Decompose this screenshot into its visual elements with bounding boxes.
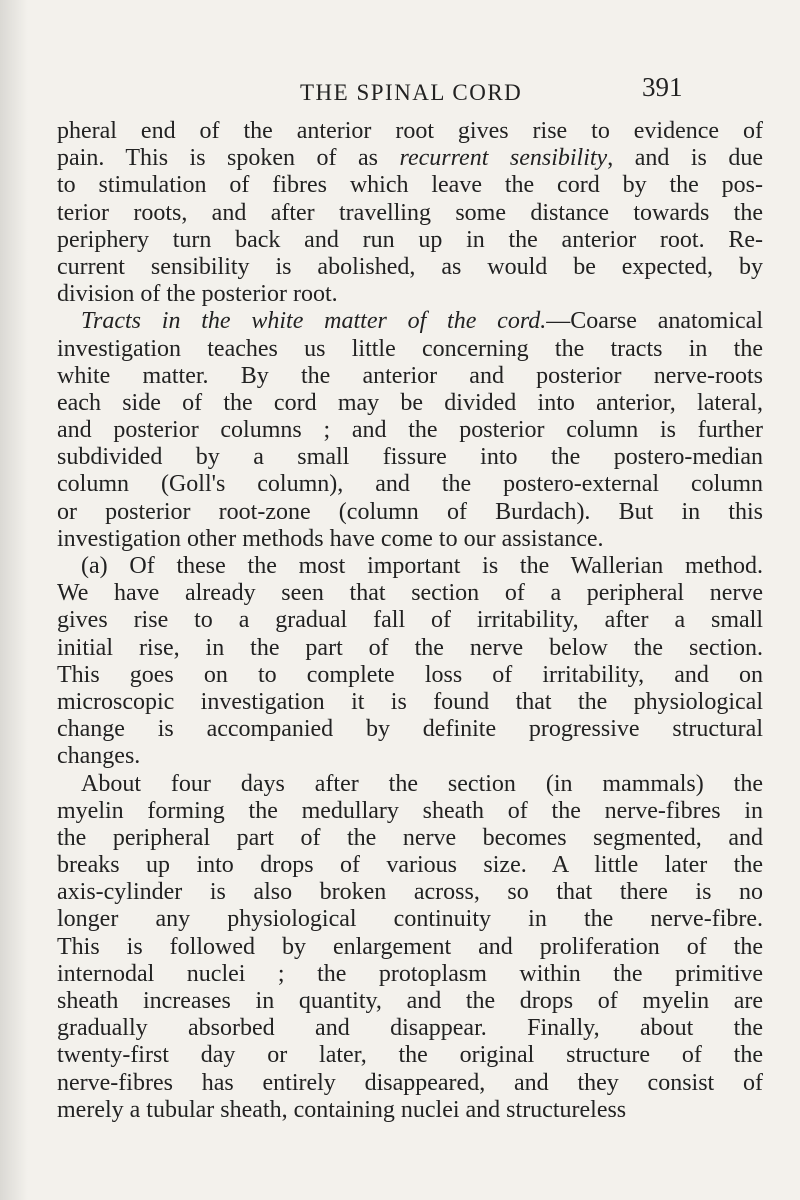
text-line: subdivided by a small fissure into the postero-median [57, 444, 763, 471]
text-line: changes. [57, 743, 141, 770]
page-edge-shadow [0, 0, 28, 1200]
text-line: breaks up into drops of various size. A little later the [57, 852, 763, 879]
text-line: twenty-first day or later, the original structure of the [57, 1042, 763, 1069]
text-line: pain. This is spoken of as recurrent sensibility, and is due [57, 145, 764, 172]
page-number: 391 [642, 72, 683, 102]
text-line: This goes on to complete loss of irritability, and on [57, 661, 763, 688]
text-line: Tracts in the white matter of the cord.—Coarse anatomical [81, 308, 763, 335]
text-line: terior roots, and after travelling some distance towards the [57, 199, 763, 226]
text-line: We have already seen that section of a peripheral nerve [57, 580, 763, 607]
italic-phrase: recurrent sensibility [399, 145, 608, 172]
text-line: to stimulation of fibres which leave the cord by the pos- [57, 172, 763, 199]
text-line: investigation other methods have come to our assistance. [57, 525, 604, 552]
text-line: nerve-fibres has entirely disappeared, and they consist of [57, 1069, 763, 1096]
text-line: myelin forming the medullary sheath of the nerve-fibres in [57, 797, 763, 824]
text-line: investigation teaches us little concerning the tracts in the [57, 335, 763, 362]
text-line: sheath increases in quantity, and the drops of myelin are [57, 988, 763, 1014]
text-line: current sensibility is abolished, as would be expected, by [57, 253, 763, 280]
text-line: axis-cylinder is also broken across, so that there is no [57, 879, 763, 906]
body-text [57, 118, 763, 1124]
text-line: white matter. By the anterior and posterior nerve-roots [57, 362, 763, 389]
text-line: or posterior root-zone (column of Burdach). But in this [57, 498, 763, 525]
text-line: microscopic investigation it is found that the physiological [57, 688, 763, 715]
italic-phrase: Tracts in the white matter of the cord. [81, 308, 547, 335]
text-line: merely a tubular sheath, containing nuclei and structureless [57, 1096, 627, 1123]
text-line: column (Goll's column), and the postero-external column [57, 471, 763, 498]
text-line: change is accompanied by definite progressive structural [57, 716, 763, 743]
text-line: internodal nuclei ; the protoplasm within the primitive [57, 960, 763, 987]
text-line: initial rise, in the part of the nerve below the section. [57, 634, 763, 661]
text-line: (a) Of these the most important is the Wallerian method. [81, 553, 763, 579]
text-line: division of the posterior root. [57, 281, 338, 308]
running-head: THE SPINAL CORD [300, 80, 523, 105]
text-line: and posterior columns ; and the posterior column is further [57, 417, 763, 444]
text-line: About four days after the section (in mammals) the [81, 770, 763, 797]
text-line: each side of the cord may be divided into anterior, lateral, [57, 389, 763, 416]
text-line: pheral end of the anterior root gives rise to evidence of [57, 118, 763, 144]
text-line: longer any physiological continuity in the nerve-fibre. [57, 906, 763, 933]
page-header [0, 72, 800, 112]
text-line: gives rise to a gradual fall of irritability, after a small [57, 607, 763, 634]
text-line: periphery turn back and run up in the anterior root. Re- [57, 226, 763, 253]
text-line: gradually absorbed and disappear. Finally, about the [57, 1015, 763, 1042]
text-line: This is followed by enlargement and proliferation of the [57, 933, 763, 960]
text-line: the peripheral part of the nerve becomes segmented, and [57, 824, 763, 851]
